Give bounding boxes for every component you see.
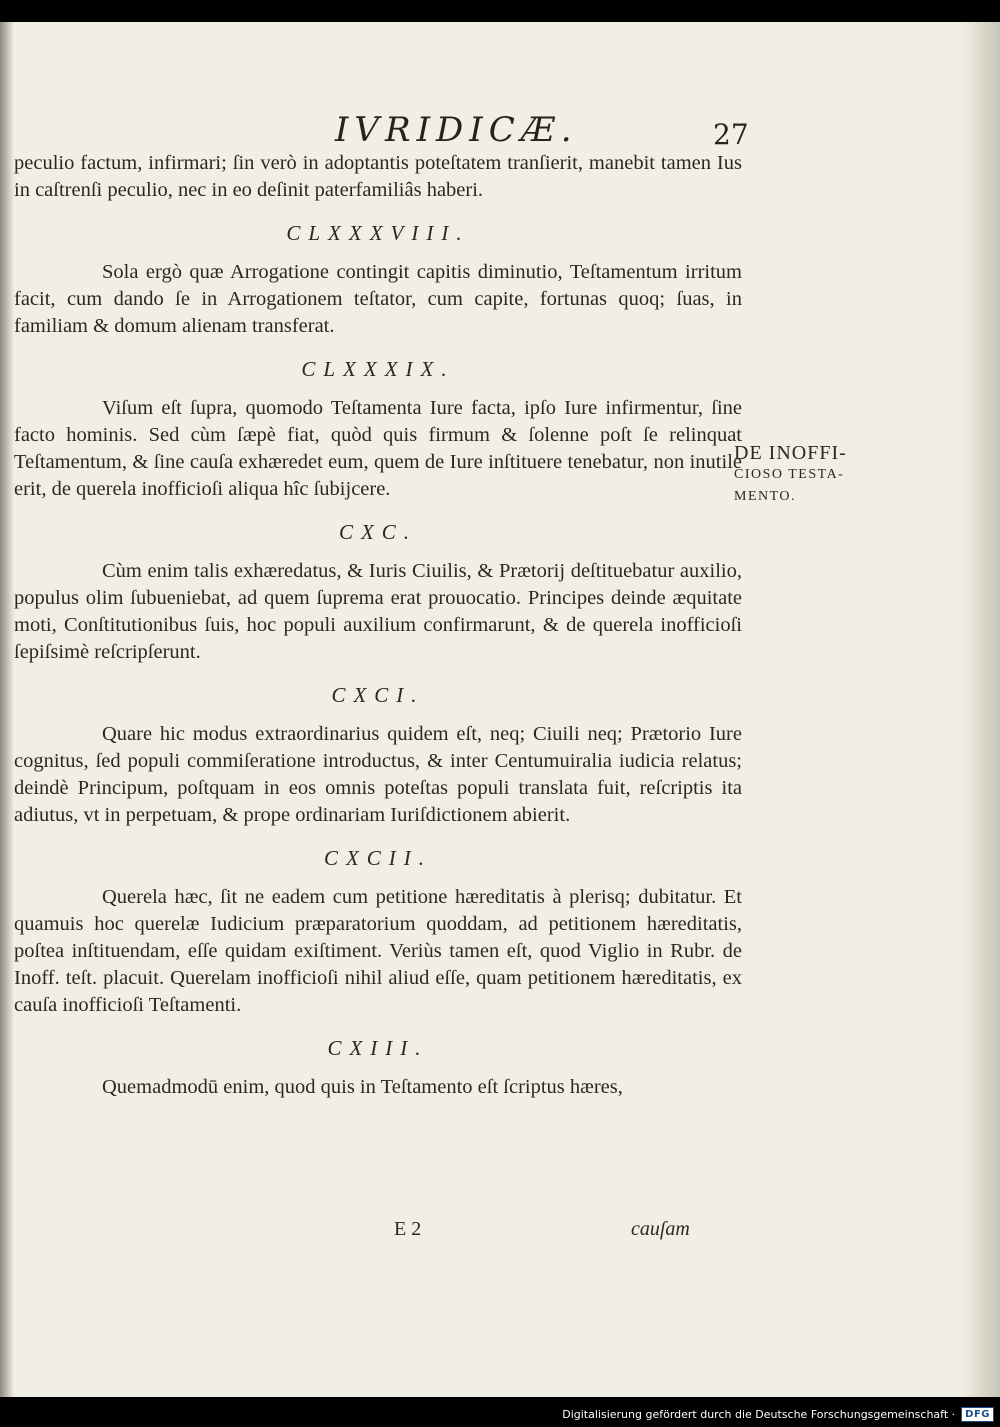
marginal-note-line: MENTO. xyxy=(734,489,797,504)
paragraph: Quemadmodū enim, quod quis in Teſtamento eſt ſcriptus hæres, xyxy=(102,1076,623,1098)
signature-mark: E 2 xyxy=(394,1218,422,1240)
section-number: CLXXXVIII. xyxy=(286,221,470,245)
marginal-note-line: CIOSO TESTA- xyxy=(734,467,845,482)
section-number: CXCII. xyxy=(323,846,433,870)
marginal-note xyxy=(734,442,884,508)
paragraph: peculio factum, infirmari; ſin verò in adoptantis poteſtatem tranſierit, manebit tamen Ius in caſtrenſi peculio, nec in eo deſinit paterfamiliâs haberi. xyxy=(14,152,742,201)
paragraph: Viſum eſt ſupra, quomodo Teſtamenta Iure facta, ipſo Iure infirmentur, ſine facto hominis. Sed cùm ſæpè fiat, quòd quis firmum & ſolenne poſt ſe relinquat Teſtamentum, & ſine cauſa exhæredet eum, quem de Iure inſtituere tenebatur, non inutile erit, de querela inofficioſi aliqua hîc ſubijcere. xyxy=(14,397,742,500)
section-number: CXC. xyxy=(338,520,418,544)
footer-bar xyxy=(0,1401,1000,1427)
running-head: IVRIDICÆ. xyxy=(335,110,578,150)
catchword: cauſam xyxy=(631,1218,690,1240)
section-number: CXIII. xyxy=(327,1036,429,1060)
paragraph: Quare hic modus extraordinarius quidem eſt, neq; Ciuili neq; Prætorio Iure cognitus, ſed populi commiſeratione introductus, & inter Centumuiralia iudicia relatus; deindè Principum, poſtquam in eos omnis poteſtas populi translata fuit, reſcriptis ita adiutus, vt in perpetuam, & prope ordinariam Iuriſdictionem abierit. xyxy=(14,723,742,826)
paragraph: Cùm enim talis exhæredatus, & Iuris Ciuilis, & Prætorij deſtituebatur auxilio, populus olim ſubueniebat, ad quem ſuprema erat prouocatio. Principes deinde æquitate moti, Conſtitutionibus ſuis, hoc populi auxilium confirmarunt, & de querela inofficioſi ſepiſsimè reſcripſerunt. xyxy=(14,560,742,663)
page-number: 27 xyxy=(713,118,749,151)
paragraph: Sola ergò quæ Arrogatione contingit capitis diminutio, Teſtamentum irritum facit, cum dando ſe in Arrogationem teſtator, cum capite, fortunas quoq; ſuas, in familiam & domum alienam transferat. xyxy=(14,261,742,337)
paragraph: Querela hæc, ſit ne eadem cum petitione hæreditatis à plerisq; dubitatur. Et quamuis hoc querelæ Iudicium præparatorium quoddam, ad petitionem hæreditatis, poſtea inſtituendam, eſſe quidam exiſtiment. Veriùs tamen eſt, quod Viglio in Rubr. de Inoff. teſt. placuit. Querelam inofficioſi nihil aliud eſſe, quam petitionem hæreditatis, ex cauſa inofficioſi Teſtamenti. xyxy=(14,886,742,1016)
funding-notice: Digitalisierung gefördert durch die Deutsche Forschungsgemeinschaft · xyxy=(562,1407,956,1421)
book-page xyxy=(0,22,1000,1397)
marginal-note-line: DE INOFFI- xyxy=(734,442,847,464)
section-number: CXCI. xyxy=(331,683,425,707)
section-number: CLXXXIX. xyxy=(301,357,455,381)
dfg-logo-icon[interactable]: DFG xyxy=(961,1407,994,1422)
body-text xyxy=(14,150,742,1101)
